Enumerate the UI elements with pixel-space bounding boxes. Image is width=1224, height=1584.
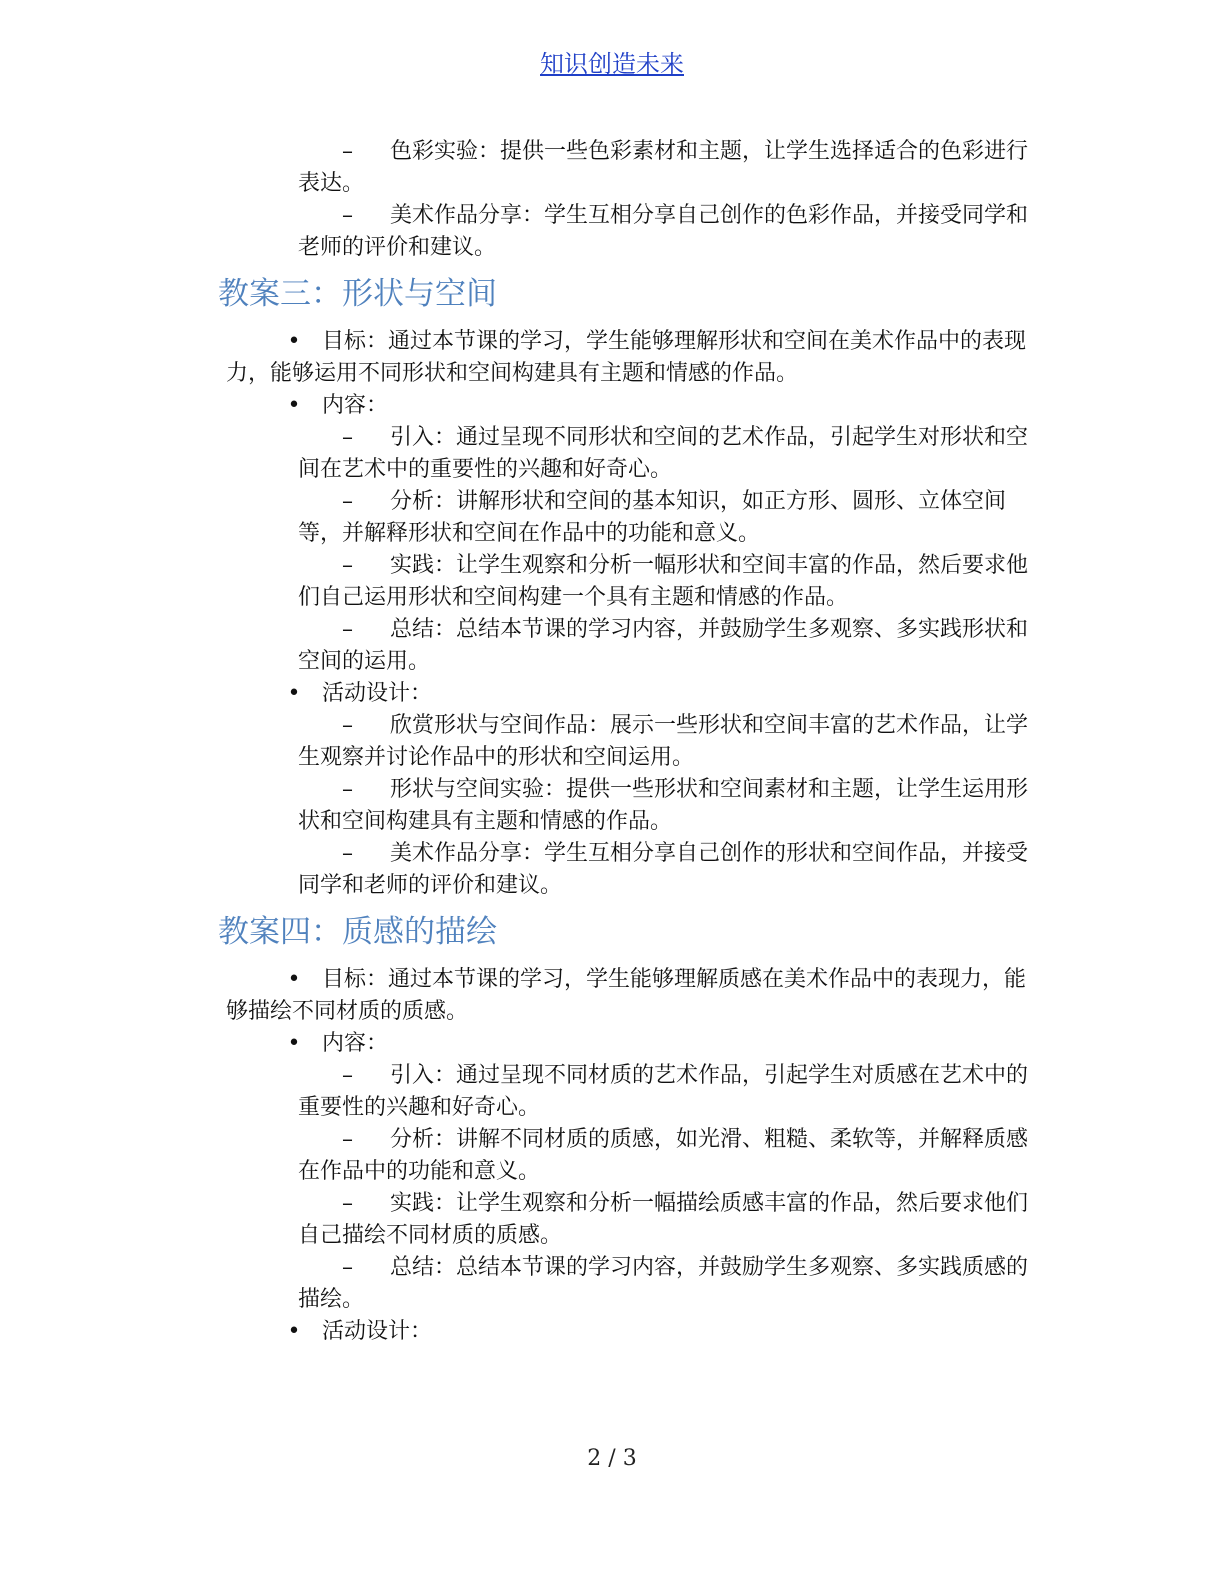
- bullet-marker: •: [287, 393, 301, 418]
- list-item-text: 实践：让学生观察和分析一幅形状和空间丰富的作品，然后要求他们自己运用形状和空间构建一个具有主题和情感的作品。: [298, 553, 1029, 610]
- list-item-text: 实践：让学生观察和分析一幅描绘质感丰富的作品，然后要求他们自己描绘不同材质的质感。: [298, 1191, 1029, 1248]
- list-item-text: 分析：讲解形状和空间的基本知识，如正方形、圆形、立体空间等，并解释形状和空间在作品中的功能和意义。: [298, 489, 1007, 546]
- bullet-item-goal: [226, 326, 1046, 390]
- header-link[interactable]: 知识创造未来: [540, 50, 684, 78]
- bullet-text: 目标：通过本节课的学习，学生能够理解形状和空间在美术作品中的表现力，能够运用不同形状和空间构建具有主题和情感的作品。: [226, 329, 1027, 386]
- dash-marker: –: [342, 553, 353, 578]
- bullet-text: 内容：: [322, 393, 389, 418]
- list-item: [298, 1252, 1038, 1316]
- dash-marker: –: [342, 841, 353, 866]
- bullet-item-activity: [226, 678, 1046, 710]
- list-item-text: 总结：总结本节课的学习内容，并鼓励学生多观察、多实践形状和空间的运用。: [298, 617, 1029, 674]
- list-item-text: 色彩实验：提供一些色彩素材和主题，让学生选择适合的色彩进行表达。: [298, 139, 1029, 196]
- dash-marker: –: [342, 1255, 353, 1280]
- section-heading: 教案三：形状与空间: [218, 276, 497, 312]
- dash-marker: –: [342, 139, 353, 164]
- dash-marker: –: [342, 713, 353, 738]
- bullet-marker: •: [287, 681, 301, 706]
- bullet-marker: •: [287, 967, 301, 992]
- document-body: [218, 136, 1048, 1348]
- section-heading: 教案四：质感的描绘: [218, 914, 497, 950]
- list-item: [298, 838, 1038, 902]
- list-item: [298, 1188, 1038, 1252]
- dash-marker: –: [342, 425, 353, 450]
- bullet-text: 目标：通过本节课的学习，学生能够理解质感在美术作品中的表现力，能够描绘不同材质的质感。: [226, 967, 1027, 1024]
- bullet-text: 活动设计：: [322, 1319, 433, 1344]
- list-item-text: 引入：通过呈现不同材质的艺术作品，引起学生对质感在艺术中的重要性的兴趣和好奇心。: [298, 1063, 1029, 1120]
- dash-marker: –: [342, 777, 353, 802]
- dash-marker: –: [342, 1127, 353, 1152]
- list-item-text: 欣赏形状与空间作品：展示一些形状和空间丰富的艺术作品，让学生观察并讨论作品中的形状和空间运用。: [298, 713, 1029, 770]
- page-number: 2 / 3: [587, 1446, 637, 1471]
- dash-marker: –: [342, 1191, 353, 1216]
- list-item-text: 美术作品分享：学生互相分享自己创作的形状和空间作品，并接受同学和老师的评价和建议。: [298, 841, 1029, 898]
- list-item: [298, 710, 1038, 774]
- list-item: [298, 614, 1038, 678]
- list-item: [298, 1060, 1038, 1124]
- bullet-text: 活动设计：: [322, 681, 433, 706]
- bullet-item-activity: [226, 1316, 1046, 1348]
- list-item-text: 总结：总结本节课的学习内容，并鼓励学生多观察、多实践质感的描绘。: [298, 1255, 1029, 1312]
- bullet-item-goal: [226, 964, 1046, 1028]
- bullet-item-content: [226, 1028, 1046, 1060]
- list-item: [298, 774, 1038, 838]
- bullet-marker: •: [287, 329, 301, 354]
- dash-marker: –: [342, 203, 353, 228]
- list-item-text: 分析：讲解不同材质的质感，如光滑、粗糙、柔软等，并解释质感在作品中的功能和意义。: [298, 1127, 1029, 1184]
- dash-marker: –: [342, 1063, 353, 1088]
- list-item: [298, 136, 1038, 200]
- list-item-text: 美术作品分享：学生互相分享自己创作的色彩作品，并接受同学和老师的评价和建议。: [298, 203, 1029, 260]
- list-item: [298, 1124, 1038, 1188]
- bullet-marker: •: [287, 1031, 301, 1056]
- bullet-marker: •: [287, 1319, 301, 1344]
- list-item: [298, 486, 1038, 550]
- bullet-item-content: [226, 390, 1046, 422]
- dash-marker: –: [342, 617, 353, 642]
- list-item-text: 引入：通过呈现不同形状和空间的艺术作品，引起学生对形状和空间在艺术中的重要性的兴趣和好奇心。: [298, 425, 1029, 482]
- bullet-text: 内容：: [322, 1031, 389, 1056]
- list-item: [298, 550, 1038, 614]
- dash-marker: –: [342, 489, 353, 514]
- list-item: [298, 200, 1038, 264]
- list-item: [298, 422, 1038, 486]
- list-item-text: 形状与空间实验：提供一些形状和空间素材和主题，让学生运用形状和空间构建具有主题和情感的作品。: [298, 777, 1029, 834]
